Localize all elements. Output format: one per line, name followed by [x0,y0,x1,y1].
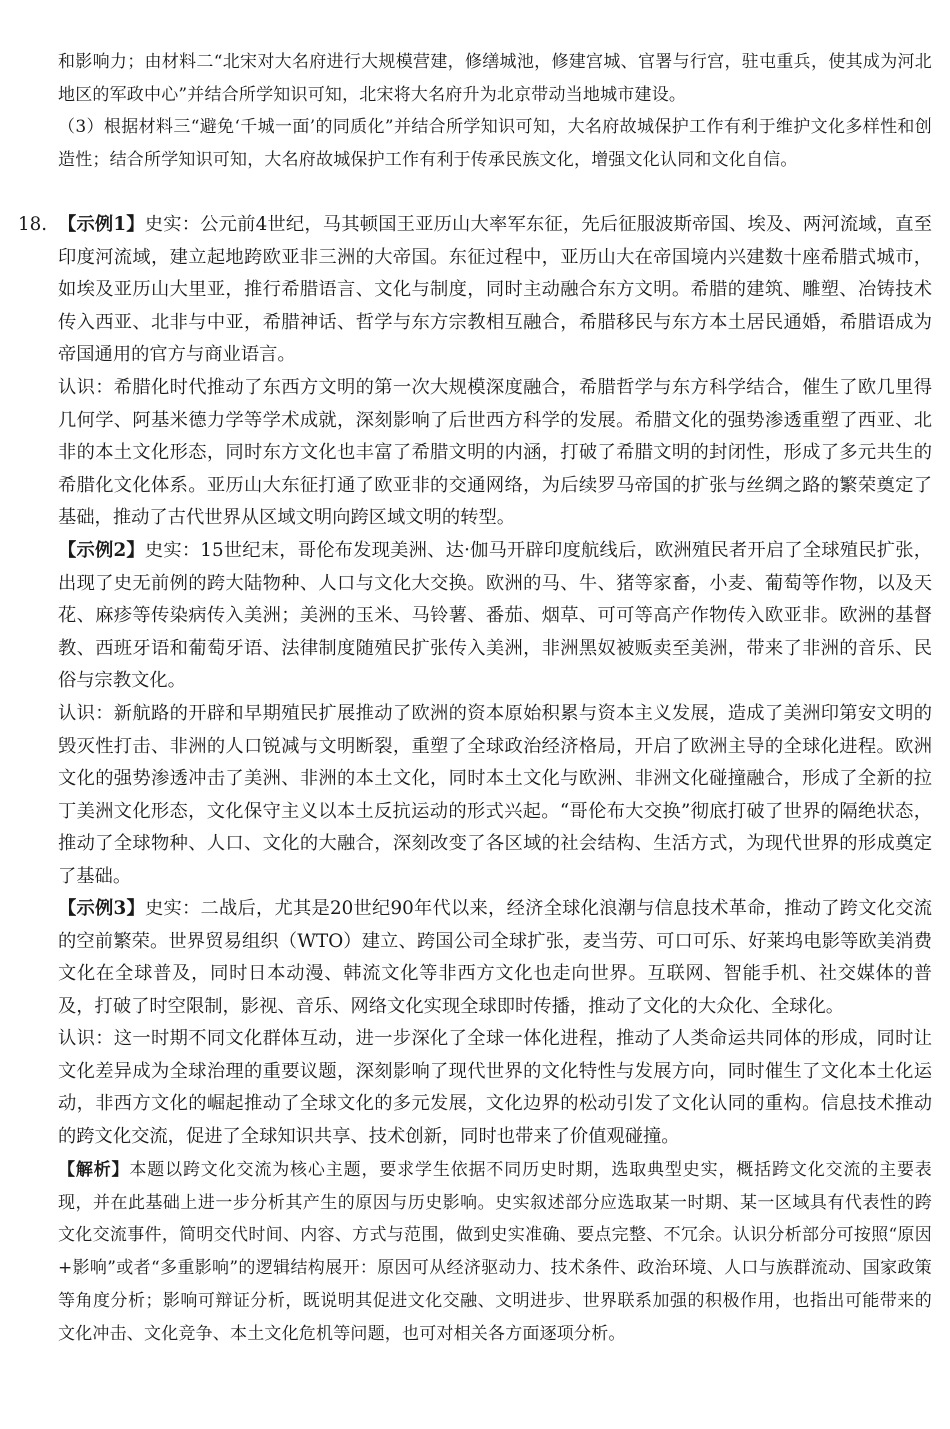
example-2-facts [58,535,932,698]
example-2-tag: 【示例2】 [58,540,145,561]
question-number: 18. [18,214,48,235]
example-1-insight: 认识：希腊化时代推动了东西方文明的第一次大规模深度融合，希腊哲学与东方科学结合，催生了欧几里得几何学、阿基米德力学等学术成就，深刻影响了后世西方科学的发展。希腊文化的强势渗透重塑了西亚、北非的本土文化形态，同时东方文化也丰富了希腊文明的内涵，打破了希腊文明的封闭性，形成了多元共生的希腊化文化体系。亚历山大东征打通了欧亚非的交通网络，为后续罗马帝国的扩张与丝绸之路的繁荣奠定了基础，推动了古代世界从区域文明向跨区域文明的转型。 [58,377,932,528]
example-3-facts-text: 史实：二战后，尤其是20世纪90年代以来，经济全球化浪潮与信息技术革命，推动了跨文化交流的空前繁荣。世界贸易组织（WTO）建立、跨国公司全球扩张，麦当劳、可口可乐、好莱坞电影等欧美消费文化在全球普及，同时日本动漫、韩流文化等非西方文化也走向世界。互联网、智能手机、社交媒体的普及，打破了时空限制，影视、音乐、网络文化实现全球即时传播，推动了文化的大众化、全球化。 [58,898,932,1017]
example-2-insight: 认识：新航路的开辟和早期殖民扩展推动了欧洲的资本原始积累与资本主义发展，造成了美洲印第安文明的毁灭性打击、非洲的人口锐减与文明断裂，重塑了全球政治经济格局，开启了欧洲主导的全球化进程。欧洲文化的强势渗透冲击了美洲、非洲的本土文化，同时本土文化与欧洲、非洲文化碰撞融合，形成了全新的拉丁美洲文化形态，文化保守主义以本土反抗运动的形式兴起。“哥伦布大交换”彻底打破了世界的隔绝状态，推动了全球物种、人口、文化的大融合，深刻改变了各区域的社会结构、生活方式，为现代世界的形成奠定了基础。 [58,703,932,887]
example-1-facts-text: 史实：公元前4世纪，马其顿国王亚历山大率军东征，先后征服波斯帝国、埃及、两河流域，直至印度河流域，建立起地跨欧亚非三洲的大帝国。东征过程中，亚历山大在帝国境内兴建数十座希腊式城市，如埃及亚历山大里亚，推行希腊语言、文化与制度，同时主动融合东方文明。希腊的建筑、雕塑、冶铸技术传入西亚、北非与中亚，希腊神话、哲学与东方宗教相互融合，希腊移民与东方本土居民通婚，希腊语成为帝国通用的官方与商业语言。 [58,214,932,365]
example-3-insight: 认识：这一时期不同文化群体互动，进一步深化了全球一体化进程，推动了人类命运共同体的形成，同时让文化差异成为全球治理的重要议题，深刻影响了现代世界的文化特性与发展方向，同时催生了文化本土化运动，非西方文化的崛起推动了全球文化的多元发展，文化边界的松动引发了文化认同的重构。信息技术推动的跨文化交流，促进了全球知识共享、技术创新，同时也带来了价值观碰撞。 [58,1028,932,1147]
analysis-paragraph [58,1154,932,1350]
prev-answer-paragraph-1: 和影响力；由材料二“北宋对大名府进行大规模营建，修缮城池，修建宫城、官署与行宫，驻屯重兵，使其成为河北地区的军政中心”并结合所学知识可知，北宋将大名府升为北京带动当地城市建设。 [58,52,932,105]
example-1-tag: 【示例1】 [58,214,145,235]
analysis-tag: 【解析】 [58,1160,130,1180]
analysis-text: 本题以跨文化交流为核心主题，要求学生依据不同历史时期，选取典型史实，概括跨文化交流的主要表现，并在此基础上进一步分析其产生的原因与历史影响。史实叙述部分应选取某一时期、某一区域具有代表性的跨文化交流事件，简明交代时间、内容、方式与范围，做到史实准确、要点完整、不冗余。认识分析部分可按照“原因+影响”或者“多重影响”的逻辑结构展开：原因可从经济驱动力、技术条件、政治环境、人口与族群流动、国家政策等角度分析；影响可辩证分析，既说明其促进文化交融、文明进步、世界联系加强的积极作用，也指出可能带来的文化冲击、文化竞争、本土文化危机等问题，也可对相关各方面逐项分析。 [58,1160,932,1344]
prev-answer-paragraph-2: （3）根据材料三“避免‘千城一面’的同质化”并结合所学知识可知，大名府故城保护工作有利于维护文化多样性和创造性；结合所学知识可知，大名府故城保护工作有利于传承民族文化，增强文化认同和文化自信。 [58,117,932,170]
example-2-facts-text: 史实：15世纪末，哥伦布发现美洲、达·伽马开辟印度航线后，欧洲殖民者开启了全球殖民扩张，出现了史无前例的跨大陆物种、人口与文化大交换。欧洲的马、牛、猪等家畜，小麦、葡萄等作物，以及天花、麻疹等传染病传入美洲；美洲的玉米、马铃薯、番茄、烟草、可可等高产作物传入欧亚非。欧洲的基督教、西班牙语和葡萄牙语、法律制度随殖民扩张传入美洲，非洲黑奴被贩卖至美洲，带来了非洲的音乐、民俗与宗教文化。 [58,540,932,691]
example-3-tag: 【示例3】 [58,898,145,919]
example-1-facts [58,209,932,372]
example-3-facts [58,893,932,1023]
